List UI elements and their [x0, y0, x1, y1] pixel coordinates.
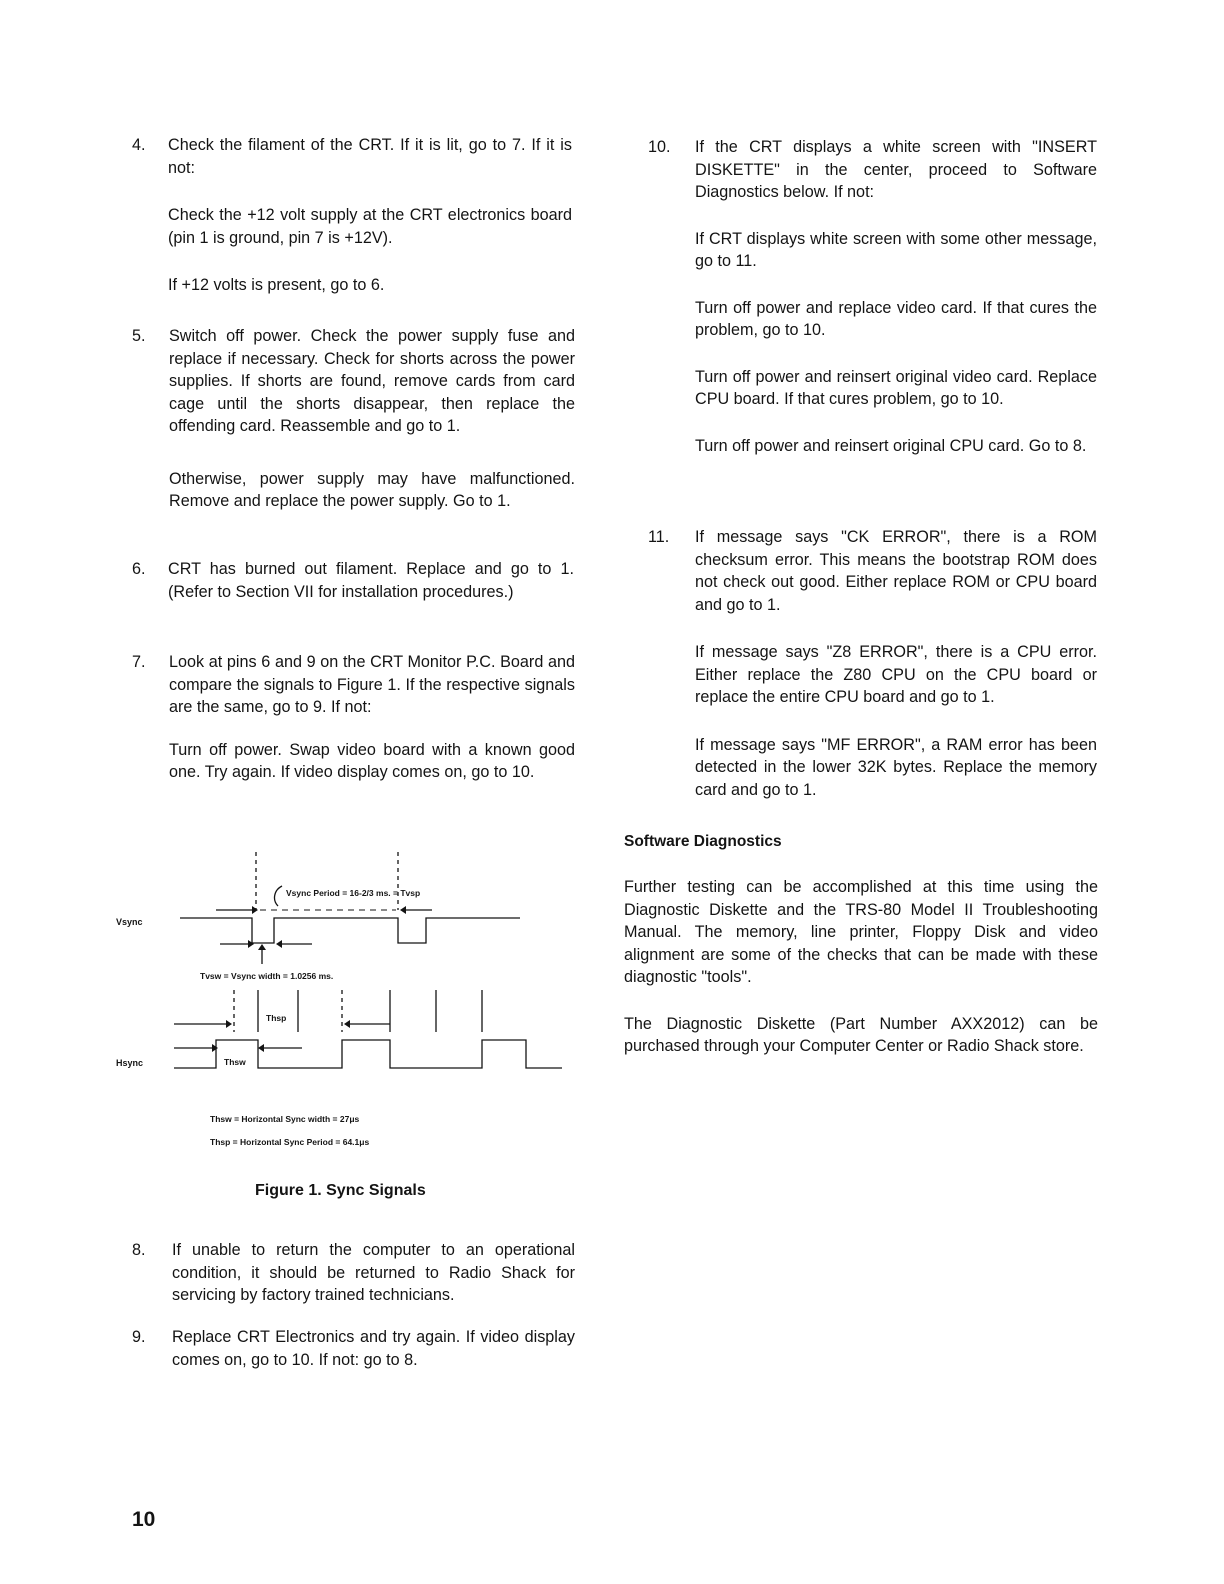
arrow-head — [258, 1044, 264, 1052]
step-11 — [648, 526, 1100, 801]
arrow-head — [248, 940, 254, 948]
step-paragraph: If unable to return the computer to an operational condition, it should be returned to Radio Shack for servicing by factory trained technicians. — [172, 1241, 575, 1304]
arrow-head — [258, 944, 266, 950]
step-paragraph: If CRT displays white screen with some other message, go to 11. — [695, 229, 1097, 270]
step-paragraph: Turn off power and reinsert original video card. Replace CPU board. If that cures problem, go to 10. — [695, 367, 1097, 408]
step-number: 11. — [648, 528, 670, 546]
step-paragraph: Otherwise, power supply may have malfunctioned. Remove and replace the power supply. Go to 1. — [169, 469, 575, 510]
arrow-head — [212, 1044, 218, 1052]
sync-signals-figure — [110, 840, 580, 1160]
step-paragraph: Check the filament of the CRT. If it is lit, go to 7. If it is not: — [168, 136, 572, 177]
step-number: 8. — [132, 1241, 146, 1259]
step-number: 6. — [132, 560, 146, 578]
thsp-text: Thsp — [266, 1013, 287, 1023]
vsync-waveform — [180, 918, 520, 943]
step-5 — [132, 325, 580, 513]
thsw-definition: Thsw = Horizontal Sync width = 27μs — [210, 1114, 360, 1124]
step-6 — [132, 558, 580, 603]
step-4 — [132, 134, 580, 297]
hsync-label: Hsync — [116, 1058, 144, 1068]
thsp-definition: Thsp = Horizontal Sync Period = 64.1μs — [210, 1137, 370, 1147]
step-9 — [132, 1326, 580, 1371]
step-paragraph: If the CRT displays a white screen with "INSERT DISKETTE" in the center, proceed to Software Diagnostics below. If not: — [695, 138, 1097, 201]
thsw-text: Thsw — [224, 1057, 246, 1067]
tvsw-text: Tvsw = Vsync width = 1.0256 ms. — [200, 971, 334, 981]
arrow-head — [226, 1020, 232, 1028]
step-paragraph: Turn off power. Swap video board with a known good one. Try again. If video display comes on, go to 10. — [169, 740, 575, 781]
figure-caption: Figure 1. Sync Signals — [255, 1182, 426, 1199]
page-number: 10 — [132, 1508, 156, 1531]
step-number: 4. — [132, 136, 146, 154]
arrow-head — [276, 940, 282, 948]
step-10 — [648, 136, 1100, 457]
period-pointer — [275, 886, 282, 906]
step-paragraph: If message says "Z8 ERROR", there is a CPU error. Either replace the Z80 CPU on the CPU board or replace the entire CPU board and go to 1. — [695, 643, 1097, 706]
step-7 — [132, 651, 580, 784]
section-paragraph: The Diagnostic Diskette (Part Number AXX2012) can be purchased through your Computer Center or Radio Shack store. — [624, 1014, 1098, 1055]
arrow-head — [344, 1020, 350, 1028]
step-number: 9. — [132, 1328, 146, 1346]
step-number: 7. — [132, 653, 146, 671]
section-paragraph: Further testing can be accomplished at this time using the Diagnostic Diskette and the TRS-80 Model II Troubleshooting Manual. The memory, line printer, Floppy Disk and video alignment are some of the checks that can be made with these diagnostic "tools". — [624, 878, 1098, 986]
step-paragraph: If message says "MF ERROR", a RAM error has been detected in the lower 32K bytes. Replace the memory card and go to 1. — [695, 735, 1097, 799]
step-number: 5. — [132, 327, 146, 345]
step-number: 10. — [648, 138, 671, 156]
step-paragraph: If +12 volts is present, go to 6. — [168, 276, 385, 294]
step-paragraph: If message says "CK ERROR", there is a ROM checksum error. This means the bootstrap ROM does not check out good. Either replace ROM or CPU board and go to 1. — [695, 528, 1097, 614]
arrow-head — [400, 906, 406, 914]
arrow-head — [252, 906, 258, 914]
step-paragraph: Turn off power and reinsert original CPU card. Go to 8. — [695, 436, 1087, 455]
step-8 — [132, 1239, 580, 1307]
software-diagnostics-heading: Software Diagnostics — [624, 833, 782, 850]
software-diagnostics-body — [624, 876, 1098, 1058]
vsync-period-text: Vsync Period = 16-2/3 ms. = Tvsp — [286, 888, 421, 898]
step-paragraph: Replace CRT Electronics and try again. If video display comes on, go to 10. If not: go to 8. — [172, 1328, 575, 1369]
step-paragraph: Check the +12 volt supply at the CRT electronics board (pin 1 is ground, pin 7 is +12V). — [168, 206, 572, 247]
step-paragraph: Look at pins 6 and 9 on the CRT Monitor P.C. Board and compare the signals to Figure 1. If the respective signals are the same, go to 9. If not: — [169, 653, 575, 716]
vsync-label: Vsync — [116, 917, 143, 927]
step-paragraph: Switch off power. Check the power supply fuse and replace if necessary. Check for shorts across the power supplies. If shorts are found, remove cards from card cage until the shorts disappear, then replace the offending card. Reassemble and go to 1. — [169, 327, 575, 435]
step-paragraph: CRT has burned out filament. Replace and go to 1. (Refer to Section VII for installation procedures.) — [168, 560, 574, 601]
step-paragraph: Turn off power and replace video card. If that cures the problem, go to 10. — [695, 298, 1097, 339]
